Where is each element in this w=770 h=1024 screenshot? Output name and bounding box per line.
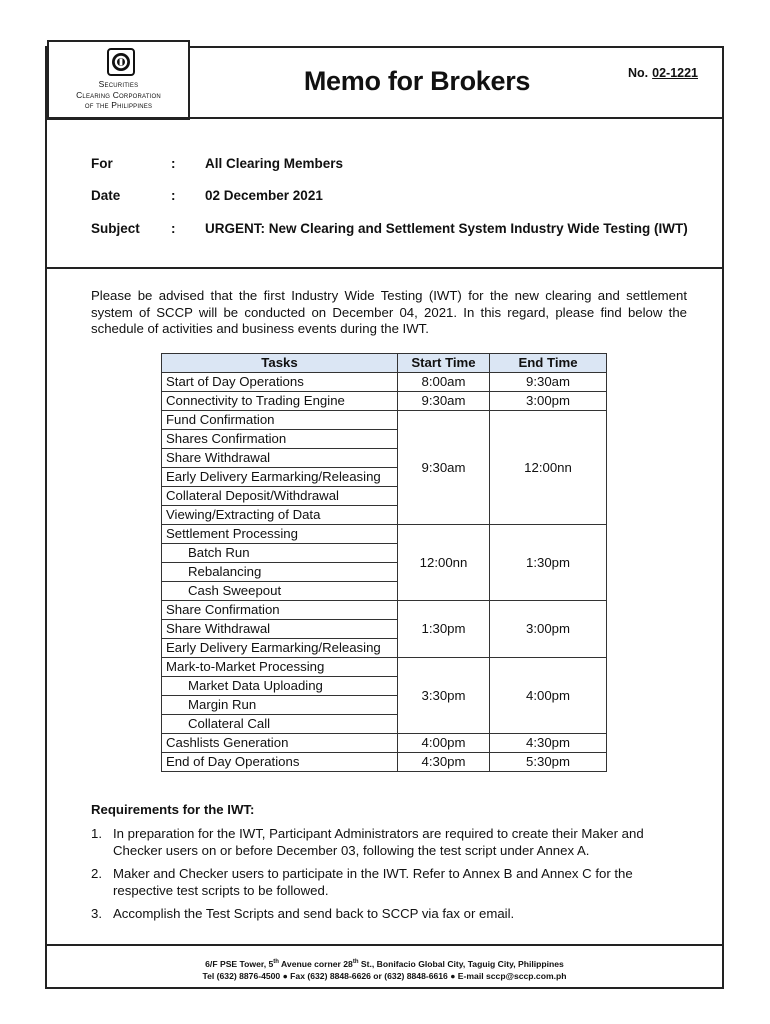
task-cell: Mark-to-Market Processing [162,658,398,677]
task-cell: Connectivity to Trading Engine [162,392,398,411]
col-header-tasks: Tasks [162,354,398,373]
header-divider [47,117,722,119]
task-cell: Early Delivery Earmarking/Releasing [162,468,398,487]
task-cell: Settlement Processing [162,525,398,544]
list-item: 1. In preparation for the IWT, Participant Administrators are required to create their Maker and Checker users on or before December 03, following the test script under Annex A. [91,826,644,858]
end-time-cell: 3:00pm [490,601,607,658]
task-cell: Margin Run [162,696,398,715]
table-row [162,601,607,620]
end-time-cell: 9:30am [490,373,607,392]
footer-contact-line: Tel (632) 8876-4500 ● Fax (632) 8848-6626 or (632) 8848-6616 ● E-mail sccp@sccp.com.ph [202,970,567,981]
task-cell: Rebalancing [162,563,398,582]
task-cell: Shares Confirmation [162,430,398,449]
intro-paragraph: Please be advised that the first Industry Wide Testing (IWT) for the new clearing and settlement system of SCCP will be conducted on December 04, 2021. In this regard, please find below the schedule of activities and business events during the IWT. [91,288,687,336]
task-cell: Viewing/Extracting of Data [162,506,398,525]
table-row [162,411,607,430]
start-time-cell: 9:30am [398,392,490,411]
end-time-cell: 4:00pm [490,658,607,734]
col-header-start: Start Time [398,354,490,373]
table-row [162,525,607,544]
task-cell: Cash Sweepout [162,582,398,601]
task-cell: Cashlists Generation [162,734,398,753]
logo-org-name: Securities Clearing Corporation of the Philippines [76,79,161,110]
footer-divider [47,944,722,946]
sccp-logo [47,40,190,120]
list-item: 3. Accomplish the Test Scripts and send back to SCCP via fax or email. [91,906,515,921]
table-row [162,373,607,392]
task-cell: Collateral Call [162,715,398,734]
memo-subject: URGENT: New Clearing and Settlement System Industry Wide Testing (IWT) [205,221,688,236]
memo-number-value: 02-1221 [652,66,698,80]
list-item: 2. Maker and Checker users to participate in the IWT. Refer to Annex B and Annex C for the respective test scripts to be followed. [91,866,633,898]
table-row [162,734,607,753]
table-row [162,392,607,411]
task-cell: Share Withdrawal [162,620,398,639]
end-time-cell: 5:30pm [490,753,607,772]
task-cell: Market Data Uploading [162,677,398,696]
info-divider [47,267,722,269]
memo-date: 02 December 2021 [205,188,323,203]
table-row [162,753,607,772]
memo-title: Memo for Brokers [303,66,531,96]
end-time-cell: 1:30pm [490,525,607,601]
col-header-end: End Time [490,354,607,373]
sccp-emblem-icon [107,48,135,76]
start-time-cell: 9:30am [398,411,490,525]
recipient: All Clearing Members [205,156,344,171]
task-cell: End of Day Operations [162,753,398,772]
end-time-cell: 3:00pm [490,392,607,411]
start-time-cell: 4:00pm [398,734,490,753]
footer-address [47,956,722,982]
table-row [162,658,607,677]
table-header-row [162,354,607,373]
task-cell: Share Confirmation [162,601,398,620]
end-time-cell: 12:00nn [490,411,607,525]
task-cell: Fund Confirmation [162,411,398,430]
start-time-cell: 12:00nn [398,525,490,601]
footer-address-line: 6/F PSE Tower, 5th Avenue corner 28th St., Bonifacio Global City, Taguig City, Philippines [205,958,564,969]
schedule-table [161,353,607,772]
start-time-cell: 8:00am [398,373,490,392]
task-cell: Start of Day Operations [162,373,398,392]
memo-frame: Securities Clearing Corporation of the Philippines Memo for Brokers No. 02-1221 For : All Clearing Members Date : 02 December 2021 Subject : URGENT: New Clearing and Settlement System Industry Wide Testing (IWT) Please be advised that the first Industry Wide Testing (IWT) for the new clearing and settlement system of SCCP will be conducted on December 04, 2021. In this regard, please find below the schedule of activities and business events during the IWT. Tasks Start Time End Time Start of Day Operations 8:00am 9:30am Connectivity to Trading Engine 9:30am 3:00pm Fund Confirmation 9:30am 12:00nn Shares Confirmation Share Withdrawal Early Delivery Earmarking/Releasing Collateral Deposit/Withdrawal Viewing/Extracting of Data Settlement Processing 12:00nn 1:30pm Batch Run Rebalancing Cash Sweepout Share Confirmation 1:30pm 3:00pm Share Withdrawal Early Delivery Earmarking/Releasing Mark-to-Market Processing 3:30pm 4:00pm Market Data Uploading Margin Run Collateral Call Cashlists Generation 4:00pm 4:30pm End of Day Operations 4:30pm 5:30pm Requirements for the IWT: 1. In preparation for the IWT, Participant Administrators are required to create their Maker and Checker users on or before December 03, following the test script under Annex A. 2. Maker and Checker users to participate in the IWT. Refer to Annex B and Annex C for the respective test scripts to be followed. 3. Accomplish the Test Scripts and send back to SCCP via fax or email. 6/F PSE Tower, 5th Avenue corner 28th St., Bonifacio Global City, Taguig City, Philippines Tel (632) 8876-4500 ● Fax (632) 8848-6626 or (632) 8848-6616 ● E-mail sccp@sccp.com.ph [45,46,724,989]
start-time-cell: 4:30pm [398,753,490,772]
start-time-cell: 3:30pm [398,658,490,734]
end-time-cell: 4:30pm [490,734,607,753]
requirements-list [91,826,691,930]
start-time-cell: 1:30pm [398,601,490,658]
requirements-title: Requirements for the IWT: [91,802,255,817]
memo-number: No. 02-1221 [627,66,698,80]
task-cell: Collateral Deposit/Withdrawal [162,487,398,506]
task-cell: Share Withdrawal [162,449,398,468]
task-cell: Batch Run [162,544,398,563]
task-cell: Early Delivery Earmarking/Releasing [162,639,398,658]
